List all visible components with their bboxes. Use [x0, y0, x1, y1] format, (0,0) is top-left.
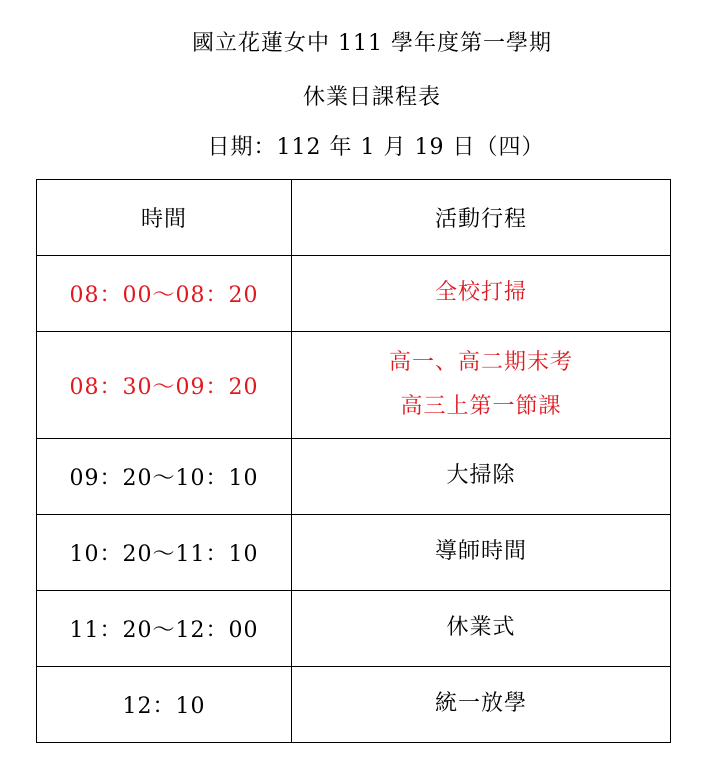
time-cell: 08：30～09：20	[37, 332, 292, 439]
activity-cell	[292, 515, 671, 591]
table-header-row	[37, 180, 671, 256]
schedule-table	[36, 179, 671, 743]
time-cell: 10：20～11：10	[37, 515, 292, 591]
activity-text: 高三上第一節課	[400, 394, 562, 419]
table-row	[37, 332, 671, 439]
activity-text: 休業式	[446, 615, 516, 641]
date-line: 日期：112 年 1 月 19 日（四）	[207, 135, 545, 160]
activity-text: 統一放學	[434, 691, 527, 717]
activity-cell	[292, 256, 671, 332]
activity-cell	[292, 439, 671, 515]
activity-text: 高一、高二期末考	[388, 349, 573, 375]
column-header-time: 時間	[37, 180, 292, 256]
table-row	[37, 515, 671, 591]
activity-cell	[292, 591, 671, 667]
activity-cell	[292, 332, 671, 439]
table-row	[37, 439, 671, 515]
activity-text: 大掃除	[446, 463, 516, 489]
time-cell: 11：20～12：00	[37, 591, 292, 667]
table-row	[37, 256, 671, 332]
time-cell: 08：00～08：20	[37, 256, 292, 332]
activity-text: 全校打掃	[434, 280, 527, 306]
activity-text: 導師時間	[434, 539, 527, 565]
schedule-title: 休業日課程表	[302, 85, 441, 110]
activity-cell	[292, 667, 671, 743]
school-title: 國立花蓮女中 111 學年度第一學期	[192, 31, 552, 56]
time-cell: 12：10	[37, 667, 292, 743]
time-cell: 09：20～10：10	[37, 439, 292, 515]
table-row	[37, 667, 671, 743]
column-header-activity: 活動行程	[292, 180, 671, 256]
table-row	[37, 591, 671, 667]
